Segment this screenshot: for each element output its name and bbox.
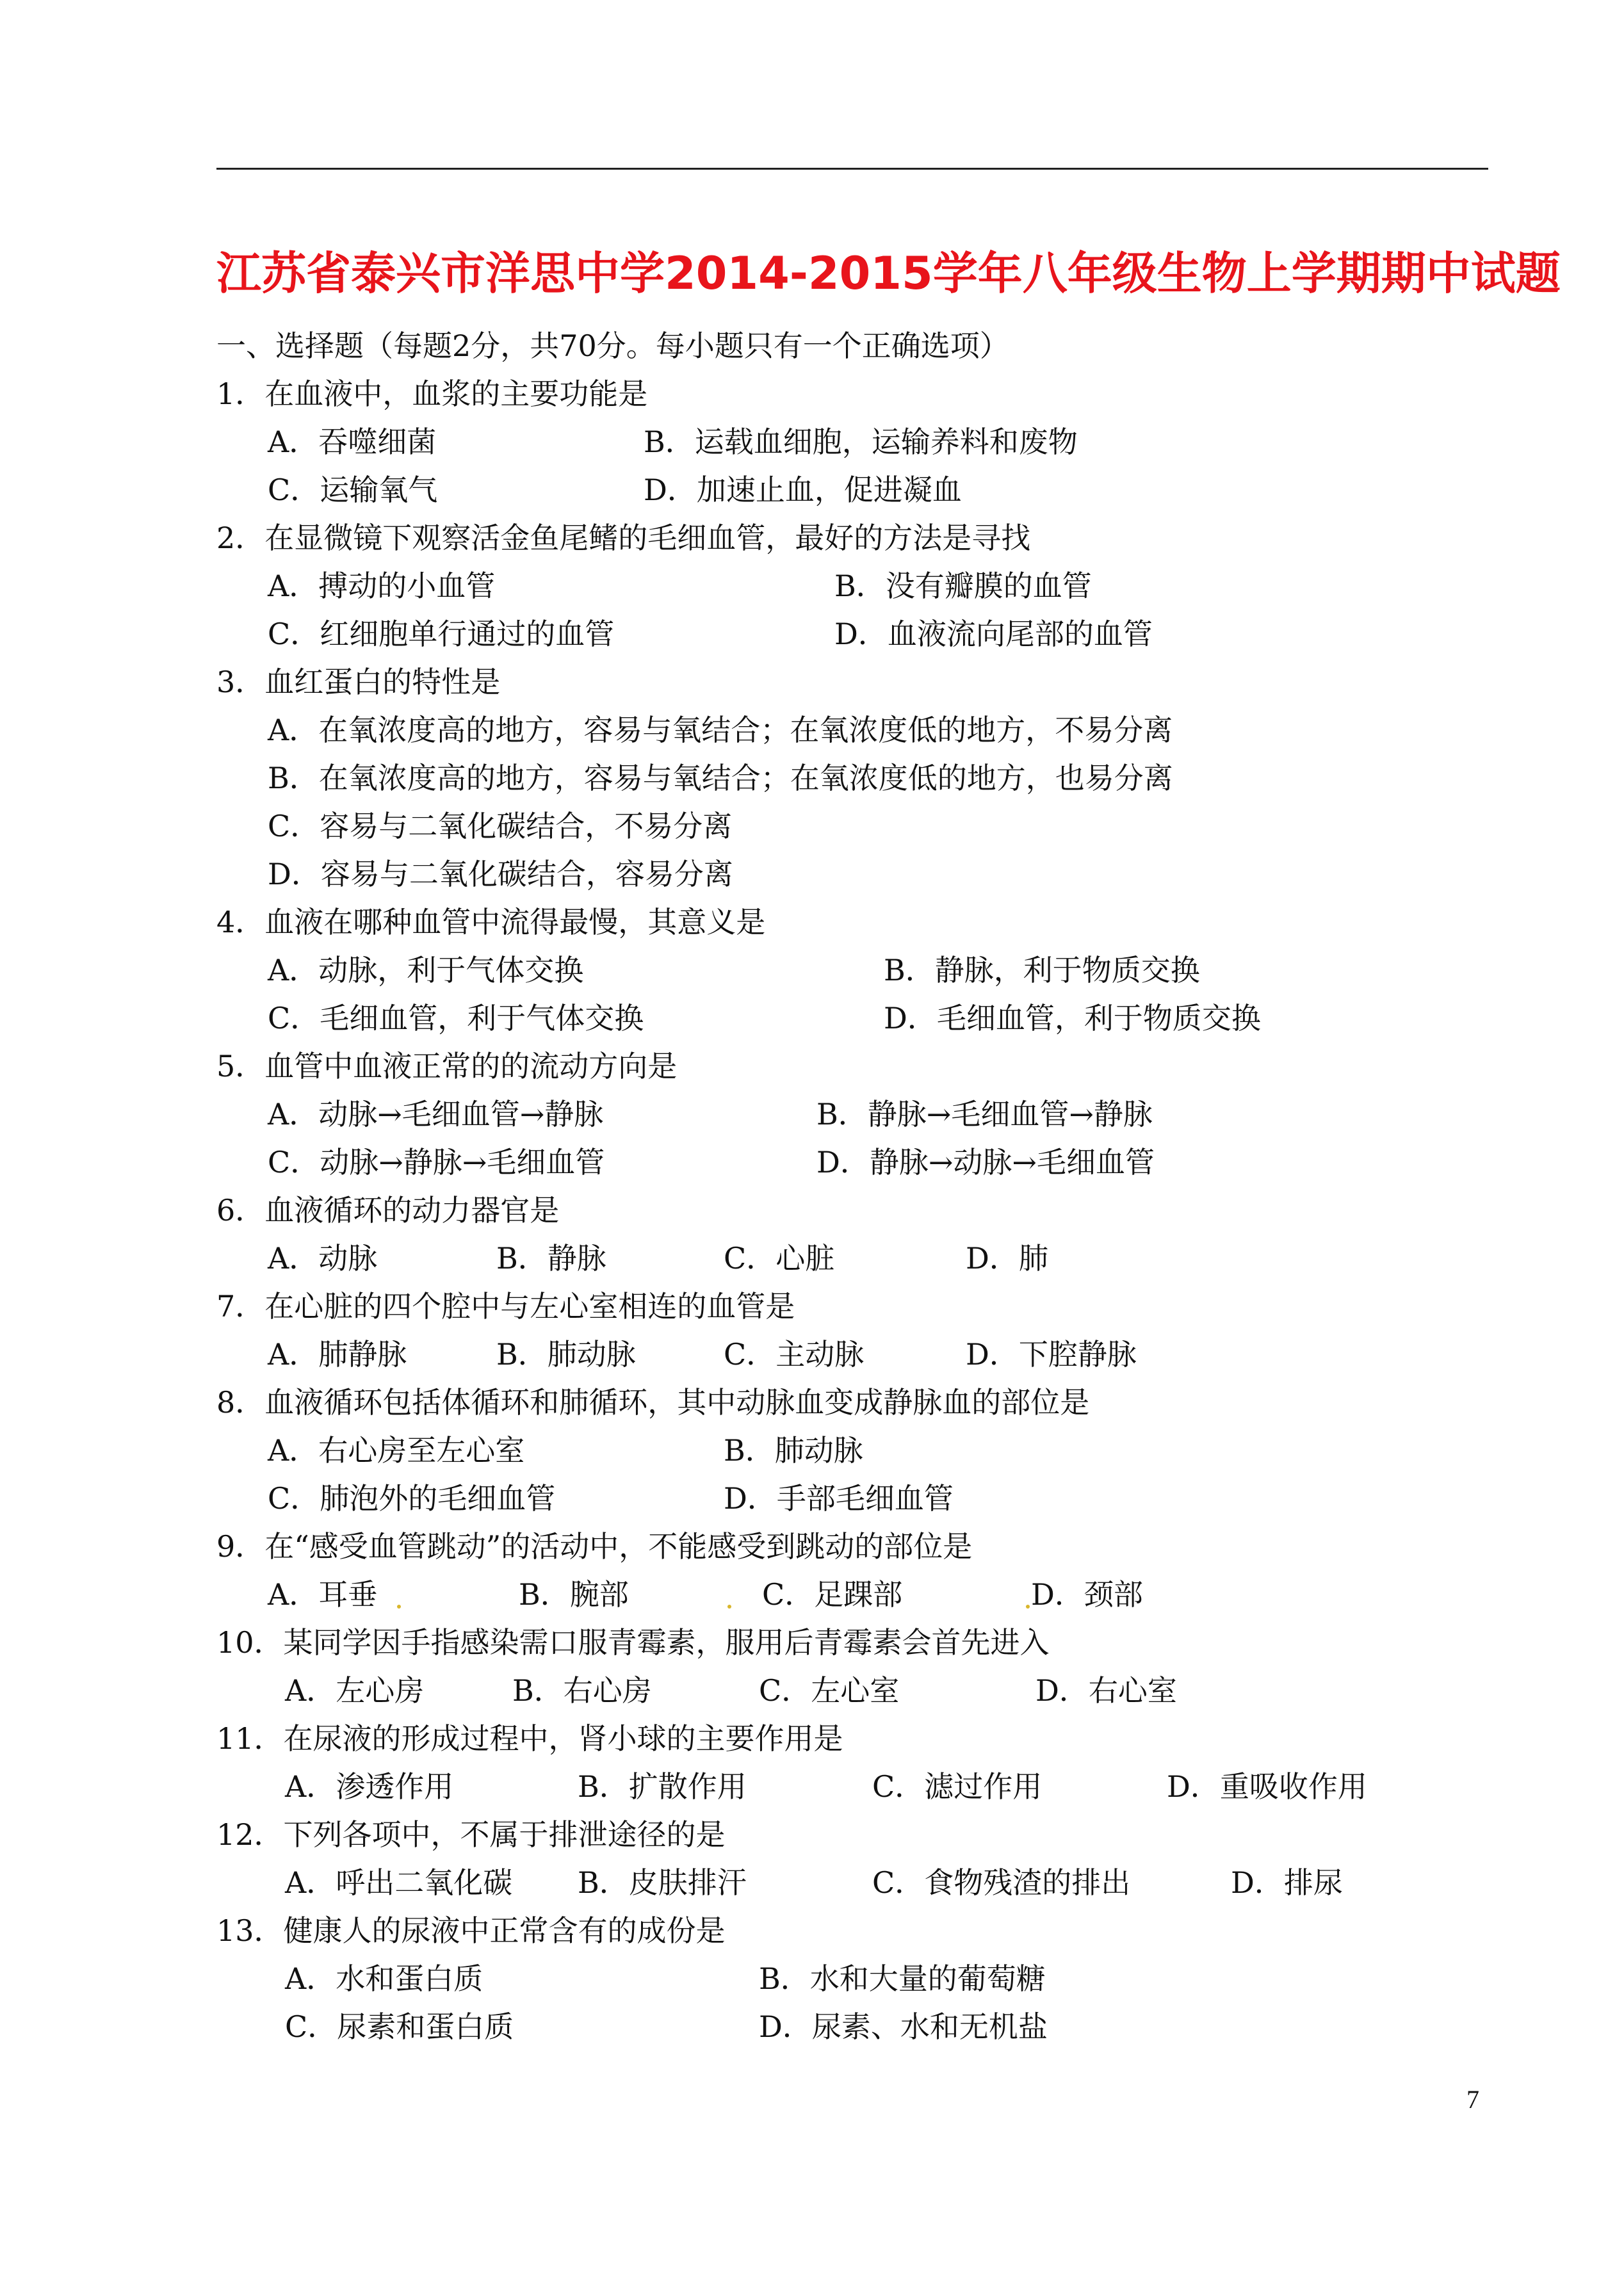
question-8-stem: 8．血液循环包括体循环和肺循环，其中动脉血变成静脉血的部位是 (216, 1385, 1090, 1420)
stray-dot (1026, 1605, 1030, 1609)
question-11-option-c: C．滤过作用 (872, 1769, 1043, 1804)
question-4-option-b: B．静脉，利于物质交换 (884, 953, 1200, 987)
question-9-option-d: D．颈部 (1031, 1577, 1143, 1612)
question-13-option-c: C．尿素和蛋白质 (285, 2009, 514, 2044)
header-rule (216, 168, 1488, 170)
question-4-option-a: A．动脉，利于气体交换 (268, 953, 584, 987)
question-2-option-a: A．搏动的小血管 (268, 569, 496, 603)
question-5-option-b: B．静脉→毛细血管→静脉 (816, 1097, 1153, 1131)
question-7-option-b: B．肺动脉 (496, 1337, 636, 1372)
question-5-option-d: D．静脉→动脉→毛细血管 (816, 1145, 1155, 1180)
question-2-stem: 2．在显微镜下观察活金鱼尾鳍的毛细血管，最好的方法是寻找 (216, 521, 1031, 555)
question-10-stem: 10．某同学因手指感染需口服青霉素，服用后青霉素会首先进入 (216, 1625, 1050, 1660)
question-10-option-c: C．左心室 (759, 1673, 900, 1708)
question-1-option-c: C．运输氧气 (268, 473, 438, 507)
question-9-option-a: A．耳垂 (268, 1577, 378, 1612)
question-4-option-d: D．毛细血管，利于物质交换 (884, 1001, 1261, 1035)
question-3-option-b: B．在氧浓度高的地方，容易与氧结合；在氧浓度低的地方，也易分离 (268, 761, 1173, 795)
question-2-option-b: B．没有瓣膜的血管 (834, 569, 1092, 603)
question-6-option-d: D．肺 (966, 1241, 1048, 1276)
question-13-stem: 13．健康人的尿液中正常含有的成份是 (216, 1913, 726, 1948)
question-3-option-c: C．容易与二氧化碳结合，不易分离 (268, 809, 733, 843)
question-10-option-d: D．右心室 (1035, 1673, 1177, 1708)
question-11-option-b: B．扩散作用 (578, 1769, 747, 1804)
question-3-option-a: A．在氧浓度高的地方，容易与氧结合；在氧浓度低的地方，不易分离 (268, 713, 1173, 747)
question-8-option-d: D．手部毛细血管 (724, 1481, 954, 1516)
question-2-option-c: C．红细胞单行通过的血管 (268, 617, 615, 651)
question-6-option-c: C．心脏 (724, 1241, 835, 1276)
question-8-option-a: A．右心房至左心室 (268, 1433, 525, 1468)
question-11-stem: 11．在尿液的形成过程中，肾小球的主要作用是 (216, 1721, 843, 1756)
question-5-option-a: A．动脉→毛细血管→静脉 (268, 1097, 604, 1131)
question-9-stem: 9．在“感受血管跳动”的活动中，不能感受到跳动的部位是 (216, 1529, 973, 1564)
question-1-option-d: D．加速止血，促进凝血 (644, 473, 962, 507)
question-1-option-a: A．吞噬细菌 (268, 425, 437, 459)
question-5-stem: 5．血管中血液正常的的流动方向是 (216, 1049, 678, 1083)
stray-dot (397, 1605, 401, 1609)
page-title: 江苏省泰兴市洋思中学2014-2015学年八年级生物上学期期中试题 (216, 247, 1561, 300)
question-6-option-b: B．静脉 (496, 1241, 606, 1276)
question-6-option-a: A．动脉 (268, 1241, 378, 1276)
question-4-option-c: C．毛细血管，利于气体交换 (268, 1001, 644, 1035)
page-number: 7 (1466, 2085, 1479, 2114)
question-12-option-c: C．食物残渣的排出 (872, 1865, 1131, 1900)
question-13-option-d: D．尿素、水和无机盐 (759, 2009, 1048, 2044)
question-10-option-b: B．右心房 (512, 1673, 652, 1708)
question-7-option-d: D．下腔静脉 (966, 1337, 1137, 1372)
question-12-option-d: D．排尿 (1231, 1865, 1343, 1900)
question-12-option-a: A．呼出二氧化碳 (285, 1865, 513, 1900)
stray-dot (727, 1605, 731, 1609)
question-11-option-a: A．渗透作用 (285, 1769, 454, 1804)
question-3-stem: 3．血红蛋白的特性是 (216, 665, 501, 699)
question-1-stem: 1．在血液中，血浆的主要功能是 (216, 377, 648, 411)
question-5-option-c: C．动脉→静脉→毛细血管 (268, 1145, 605, 1180)
question-9-option-b: B．腕部 (519, 1577, 629, 1612)
question-13-option-a: A．水和蛋白质 (285, 1961, 483, 1996)
question-8-option-b: B．肺动脉 (724, 1433, 863, 1468)
question-3-option-d: D．容易与二氧化碳结合，容易分离 (268, 857, 733, 891)
question-10-option-a: A．左心房 (285, 1673, 425, 1708)
question-7-option-c: C．主动脉 (724, 1337, 865, 1372)
question-6-stem: 6．血液循环的动力器官是 (216, 1193, 560, 1228)
question-11-option-d: D．重吸收作用 (1167, 1769, 1367, 1804)
question-1-option-b: B．运载血细胞，运输养料和废物 (644, 425, 1078, 459)
question-7-option-a: A．肺静脉 (268, 1337, 407, 1372)
question-4-stem: 4．血液在哪种血管中流得最慢，其意义是 (216, 905, 766, 939)
question-12-option-b: B．皮肤排汗 (578, 1865, 747, 1900)
question-8-option-c: C．肺泡外的毛细血管 (268, 1481, 556, 1516)
question-13-option-b: B．水和大量的葡萄糖 (759, 1961, 1046, 1996)
question-9-option-c: C．足踝部 (762, 1577, 903, 1612)
question-12-stem: 12．下列各项中，不属于排泄途径的是 (216, 1817, 726, 1852)
question-7-stem: 7．在心脏的四个腔中与左心室相连的血管是 (216, 1289, 795, 1324)
section-heading: 一、选择题（每题2分，共70分。每小题只有一个正确选项） (216, 328, 1009, 363)
question-2-option-d: D．血液流向尾部的血管 (834, 617, 1153, 651)
